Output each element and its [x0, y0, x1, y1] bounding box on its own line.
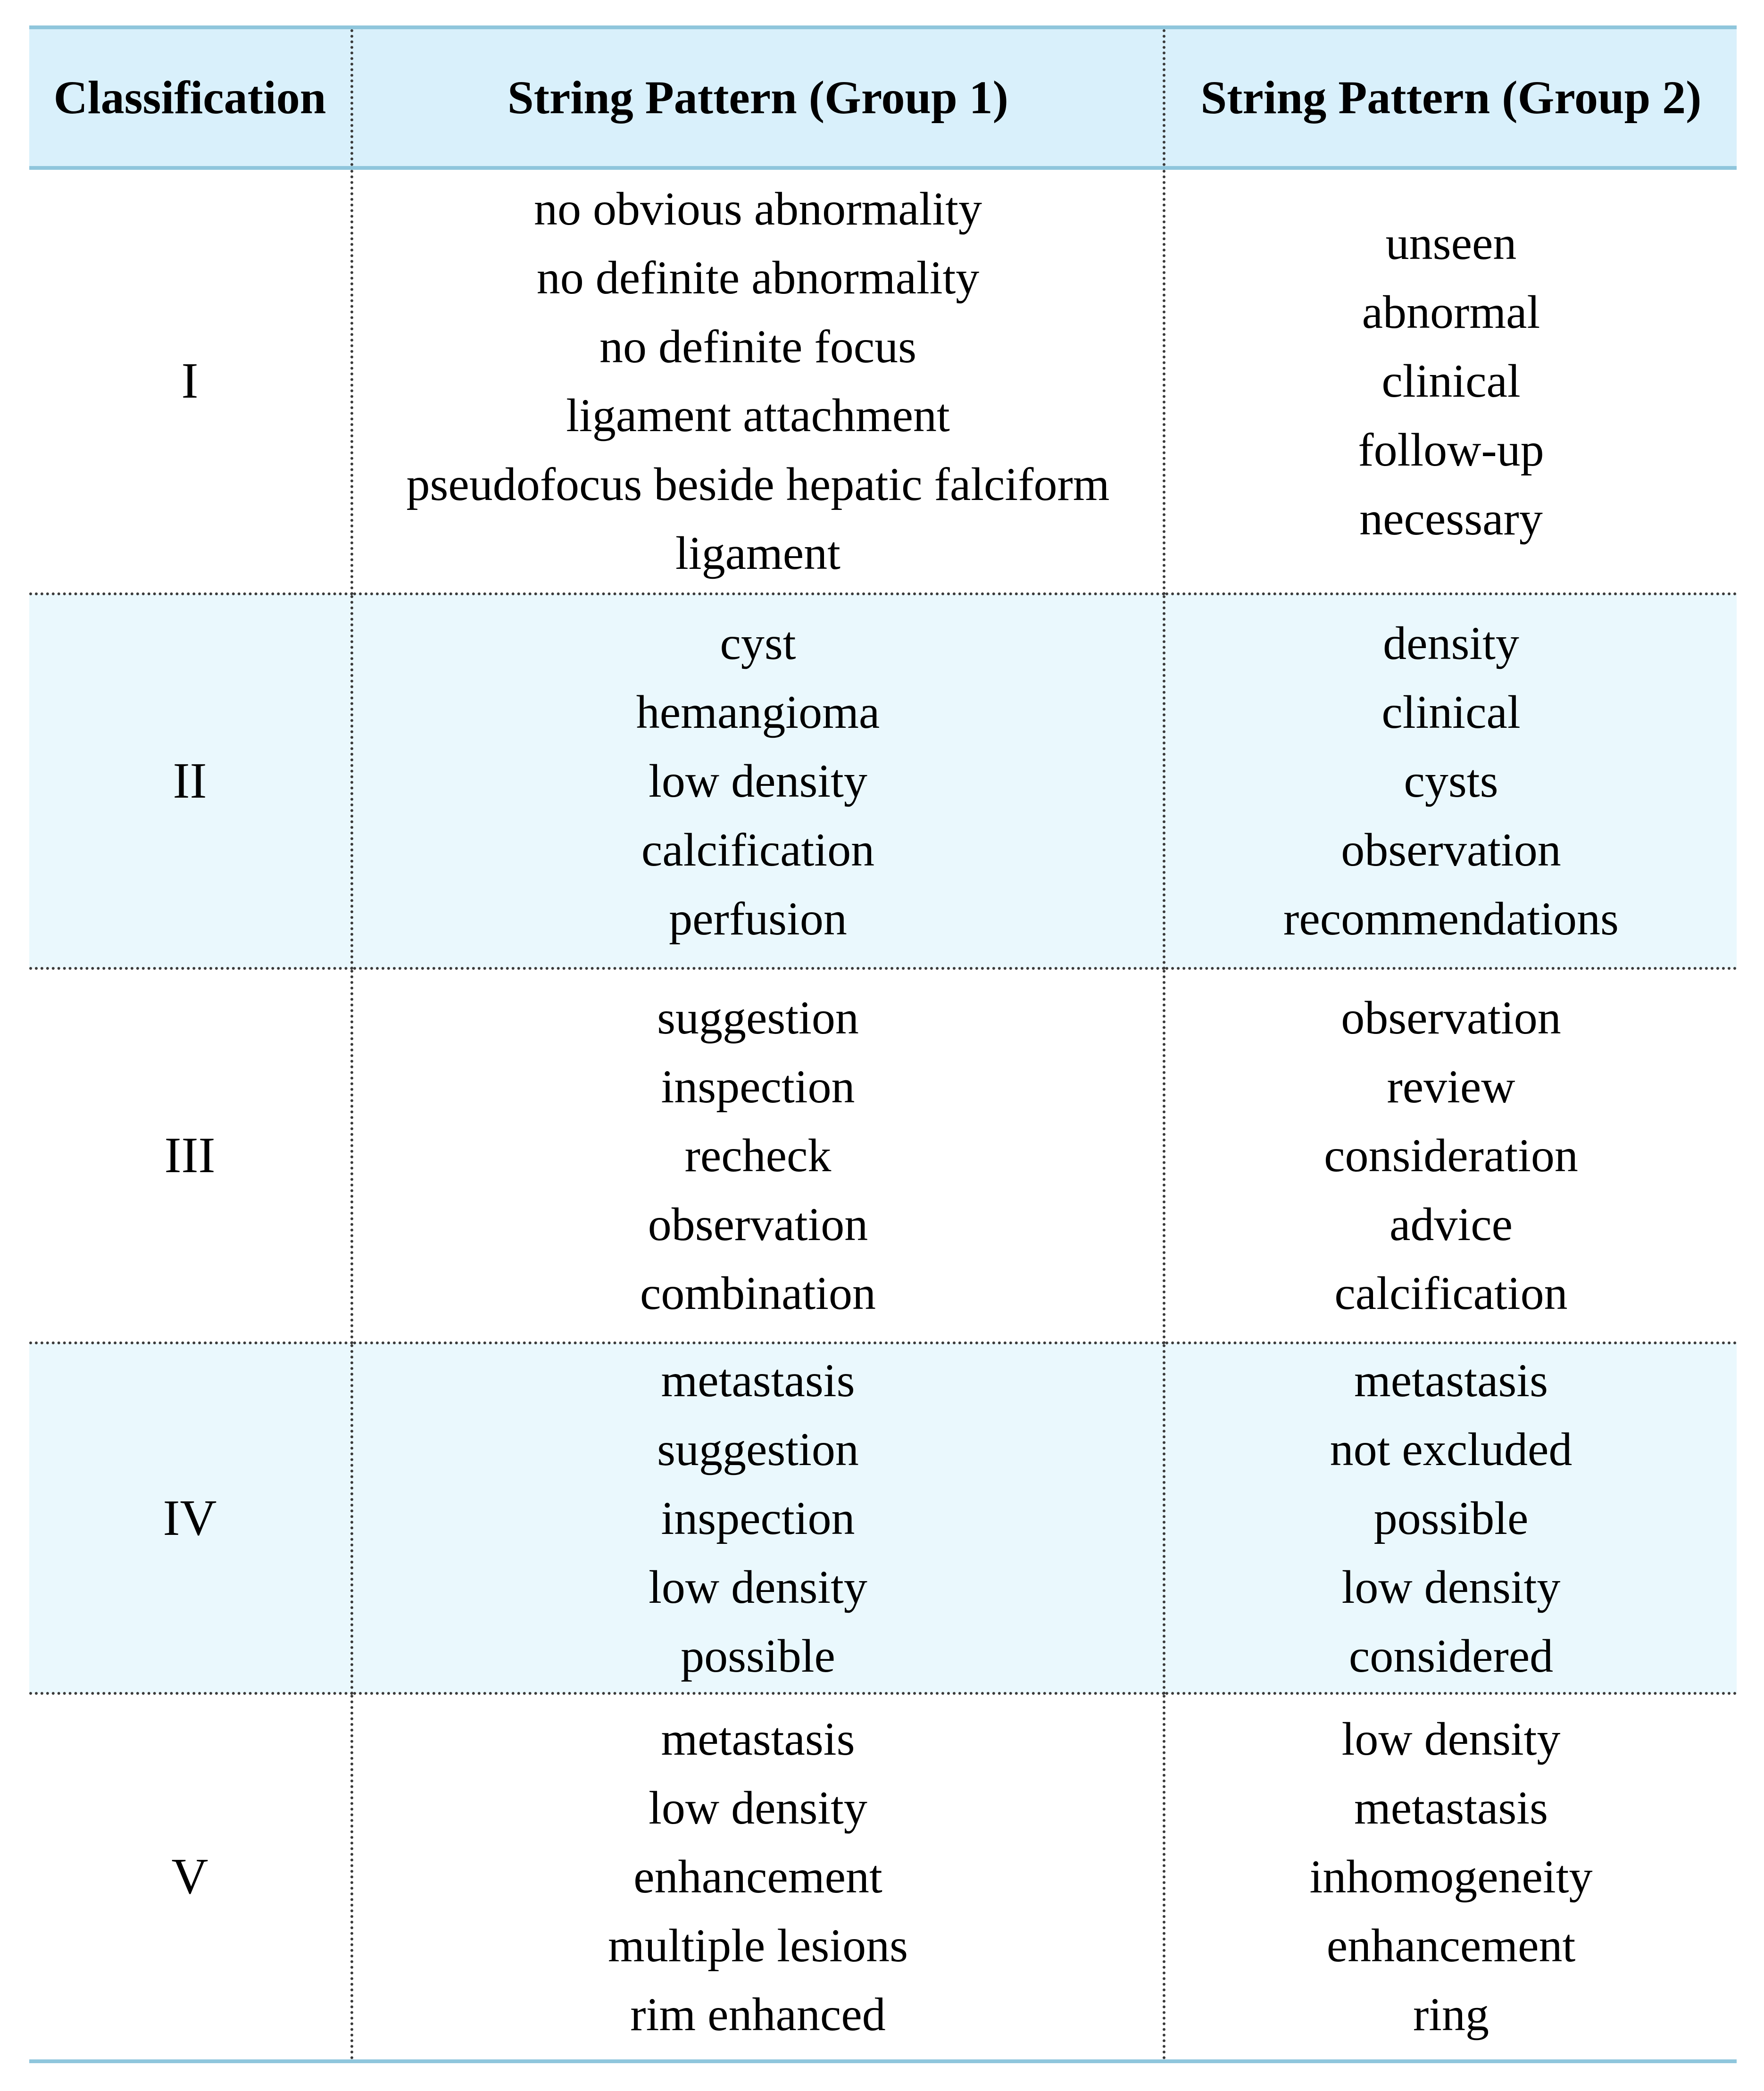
term: necessary [1359, 492, 1543, 545]
header-row [29, 27, 1737, 168]
term: consideration [1324, 1129, 1578, 1182]
term: low density [649, 754, 867, 807]
term: cysts [1404, 754, 1498, 807]
term: clinical [1381, 685, 1521, 738]
classification-cell: III [29, 968, 352, 1343]
term: calcification [641, 823, 875, 876]
term: advice [1390, 1198, 1513, 1251]
term: observation [1341, 991, 1561, 1044]
table-row [29, 168, 1737, 594]
term: metastasis [661, 1354, 855, 1407]
classification-cell: V [29, 1693, 352, 2061]
term: low density [1341, 1713, 1561, 1766]
term: metastasis [1354, 1354, 1548, 1407]
header-group1: String Pattern (Group 1) [352, 27, 1164, 168]
group2-cell [1164, 594, 1737, 968]
term: ligament [675, 526, 840, 579]
table-row [29, 594, 1737, 968]
term: hemangioma [636, 685, 880, 738]
table-row [29, 1343, 1737, 1693]
term: cyst [720, 616, 796, 669]
term: abnormal [1362, 285, 1540, 338]
header-classification: Classification [29, 27, 352, 168]
term: inspection [661, 1060, 855, 1113]
term: multiple lesions [607, 1919, 908, 1972]
table-row [29, 968, 1737, 1343]
term: no definite focus [599, 320, 917, 373]
term: unseen [1385, 217, 1517, 269]
group2-cell [1164, 1343, 1737, 1693]
term: enhancement [633, 1850, 882, 1903]
term: recommendations [1283, 892, 1619, 945]
classification-table [29, 25, 1737, 2063]
term: recheck [684, 1129, 832, 1182]
term: possible [1373, 1491, 1529, 1544]
group1-cell [352, 594, 1164, 968]
classification-cell: IV [29, 1343, 352, 1693]
table-row [29, 1693, 1737, 2061]
term: pseudofocus beside hepatic falciform [406, 458, 1110, 510]
term: low density [649, 1782, 867, 1834]
term: clinical [1381, 354, 1521, 407]
table-body [29, 168, 1737, 2061]
term: inspection [661, 1491, 855, 1544]
term: possible [681, 1629, 835, 1682]
table-header [29, 27, 1737, 168]
term: density [1383, 616, 1519, 669]
term: low density [1341, 1560, 1561, 1613]
term: low density [649, 1560, 867, 1613]
term: no obvious abnormality [534, 182, 982, 235]
term: observation [648, 1198, 868, 1251]
term: not excluded [1330, 1423, 1573, 1475]
term: follow-up [1358, 423, 1544, 476]
term: enhancement [1326, 1919, 1576, 1972]
term: combination [640, 1267, 876, 1320]
term: suggestion [657, 991, 859, 1044]
classification-table-container [29, 25, 1737, 2063]
term: metastasis [661, 1713, 855, 1766]
term: rim enhanced [630, 1988, 886, 2041]
term: considered [1348, 1629, 1554, 1682]
group1-cell [352, 1693, 1164, 2061]
header-group2: String Pattern (Group 2) [1164, 27, 1737, 168]
group1-cell [352, 1343, 1164, 1693]
term: no definite abnormality [536, 251, 980, 304]
term: inhomogeneity [1309, 1850, 1593, 1903]
classification-cell: I [29, 168, 352, 594]
classification-cell: II [29, 594, 352, 968]
group2-cell [1164, 168, 1737, 594]
term: ligament attachment [566, 389, 950, 442]
group1-cell [352, 968, 1164, 1343]
term: calcification [1334, 1267, 1568, 1320]
term: perfusion [669, 892, 847, 945]
group2-cell [1164, 968, 1737, 1343]
group2-cell [1164, 1693, 1737, 2061]
term: observation [1341, 823, 1561, 876]
group1-cell [352, 168, 1164, 594]
term: ring [1413, 1988, 1489, 2041]
term: review [1387, 1060, 1515, 1113]
term: metastasis [1354, 1782, 1548, 1834]
term: suggestion [657, 1423, 859, 1475]
